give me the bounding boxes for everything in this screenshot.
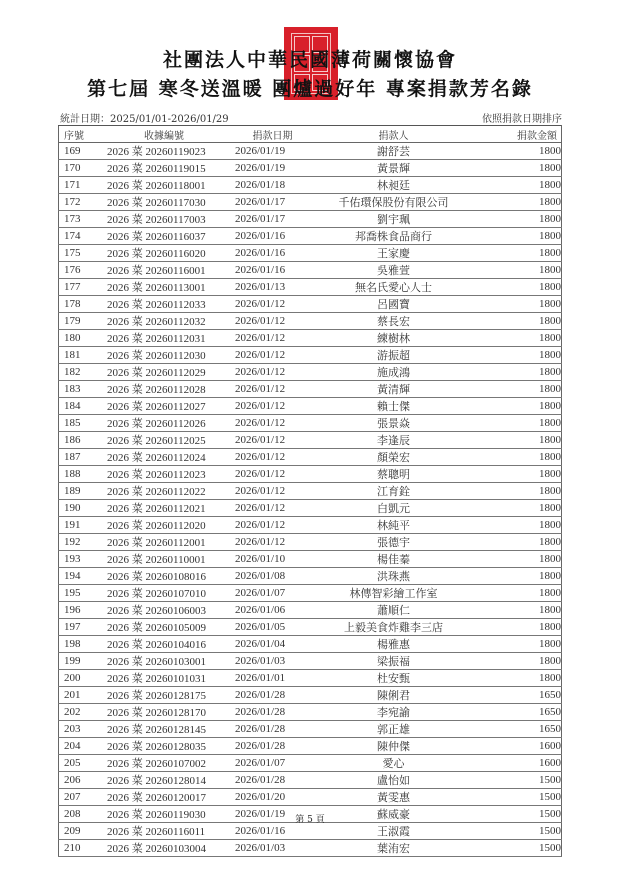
receipt-cell: 2026 菜 20260108016 [103,568,225,585]
seq-cell: 199 [59,653,104,670]
seq-cell: 198 [59,636,104,653]
receipt-cell: 2026 菜 20260112028 [103,381,225,398]
donor-cell: 楊佳蓁 [320,551,467,568]
date-cell: 2026/01/16 [225,245,320,262]
table-row [59,551,562,568]
donor-cell: 郭正雄 [320,721,467,738]
receipt-cell: 2026 菜 20260128170 [103,704,225,721]
col-amount: 捐款金額 [467,126,562,143]
seq-cell: 191 [59,517,104,534]
date-cell: 2026/01/12 [225,449,320,466]
table-row [59,415,562,432]
seq-cell: 177 [59,279,104,296]
date-cell: 2026/01/17 [225,211,320,228]
seq-cell: 193 [59,551,104,568]
receipt-cell: 2026 菜 20260101031 [103,670,225,687]
date-cell: 2026/01/07 [225,755,320,772]
table-row [59,398,562,415]
receipt-cell: 2026 菜 20260128175 [103,687,225,704]
receipt-cell: 2026 菜 20260112033 [103,296,225,313]
col-receipt: 收據編號 [103,126,225,143]
date-cell: 2026/01/06 [225,602,320,619]
donor-cell: 上毅美食炸雞李三店 [320,619,467,636]
amount-cell: 1500 [467,823,562,840]
date-cell: 2026/01/12 [225,466,320,483]
table-row [59,296,562,313]
date-cell: 2026/01/08 [225,568,320,585]
receipt-cell: 2026 菜 20260128035 [103,738,225,755]
date-cell: 2026/01/12 [225,500,320,517]
receipt-cell: 2026 菜 20260112026 [103,415,225,432]
amount-cell: 1800 [467,245,562,262]
table-row [59,534,562,551]
table-row [59,381,562,398]
receipt-cell: 2026 菜 20260118001 [103,177,225,194]
seq-cell: 184 [59,398,104,415]
date-cell: 2026/01/12 [225,483,320,500]
table-row [59,194,562,211]
donor-cell: 白凱元 [320,500,467,517]
receipt-cell: 2026 菜 20260105009 [103,619,225,636]
date-cell: 2026/01/12 [225,347,320,364]
donor-cell: 陳俐君 [320,687,467,704]
organization-title: 社團法人中華民國薄荷關懷協會 [162,49,457,71]
donor-cell: 游振超 [320,347,467,364]
amount-cell: 1800 [467,534,562,551]
amount-cell: 1800 [467,636,562,653]
seq-cell: 170 [59,160,104,177]
donor-cell: 蕭順仁 [320,602,467,619]
seq-cell: 209 [59,823,104,840]
amount-cell: 1800 [467,670,562,687]
seq-cell: 178 [59,296,104,313]
donor-cell: 林昶廷 [320,177,467,194]
seq-cell: 174 [59,228,104,245]
donor-cell: 王家慶 [320,245,467,262]
table-row [59,313,562,330]
receipt-cell: 2026 菜 20260112030 [103,347,225,364]
seq-cell: 171 [59,177,104,194]
donor-cell: 謝舒芸 [320,143,467,160]
col-seq: 序號 [59,126,104,143]
amount-cell: 1800 [467,211,562,228]
amount-cell: 1500 [467,840,562,857]
date-cell: 2026/01/16 [225,262,320,279]
date-cell: 2026/01/19 [225,806,320,823]
table-row [59,568,562,585]
seq-cell: 182 [59,364,104,381]
donor-cell: 練樹林 [320,330,467,347]
date-cell: 2026/01/12 [225,364,320,381]
amount-cell: 1800 [467,449,562,466]
date-cell: 2026/01/19 [225,143,320,160]
receipt-cell: 2026 菜 20260103004 [103,840,225,857]
donor-cell: 張德宇 [320,534,467,551]
col-donor: 捐款人 [320,126,467,143]
date-cell: 2026/01/16 [225,228,320,245]
table-row [59,517,562,534]
donor-cell: 江育銓 [320,483,467,500]
document-subtitle: 第七屆 寒冬送溫暖 團爐過好年 專案捐款芳名錄 [87,78,533,100]
table-header-row [59,126,562,143]
table-row [59,636,562,653]
donor-cell: 盧怡如 [320,772,467,789]
seq-cell: 180 [59,330,104,347]
date-cell: 2026/01/07 [225,585,320,602]
amount-cell: 1800 [467,585,562,602]
amount-cell: 1800 [467,568,562,585]
seq-cell: 169 [59,143,104,160]
donor-cell: 楊雅惠 [320,636,467,653]
seq-cell: 195 [59,585,104,602]
table-row [59,160,562,177]
seq-cell: 205 [59,755,104,772]
amount-cell: 1800 [467,347,562,364]
amount-cell: 1800 [467,262,562,279]
donor-cell: 愛心 [320,755,467,772]
seq-cell: 186 [59,432,104,449]
seq-cell: 210 [59,840,104,857]
amount-cell: 1650 [467,704,562,721]
donor-cell: 王淑霞 [320,823,467,840]
amount-cell: 1800 [467,483,562,500]
donor-cell: 賴士傑 [320,398,467,415]
donor-cell: 杜安甄 [320,670,467,687]
date-cell: 2026/01/12 [225,432,320,449]
page-number: 第 5 頁 [295,815,325,825]
date-cell: 2026/01/28 [225,772,320,789]
receipt-cell: 2026 菜 20260107002 [103,755,225,772]
donor-cell: 蔡長宏 [320,313,467,330]
amount-cell: 1500 [467,806,562,823]
table-row [59,364,562,381]
table-row [59,143,562,160]
seq-cell: 203 [59,721,104,738]
table-row [59,840,562,857]
receipt-cell: 2026 菜 20260116011 [103,823,225,840]
donor-cell: 洪珠燕 [320,568,467,585]
seq-cell: 176 [59,262,104,279]
date-cell: 2026/01/12 [225,415,320,432]
amount-cell: 1800 [467,364,562,381]
amount-cell: 1500 [467,789,562,806]
amount-cell: 1650 [467,721,562,738]
donor-cell: 無名氏愛心人士 [320,279,467,296]
receipt-cell: 2026 菜 20260116020 [103,245,225,262]
date-cell: 2026/01/03 [225,653,320,670]
receipt-cell: 2026 菜 20260112020 [103,517,225,534]
table-row [59,619,562,636]
amount-cell: 1800 [467,194,562,211]
date-cell: 2026/01/18 [225,177,320,194]
date-cell: 2026/01/16 [225,823,320,840]
seq-cell: 204 [59,738,104,755]
receipt-cell: 2026 菜 20260110001 [103,551,225,568]
amount-cell: 1800 [467,143,562,160]
receipt-cell: 2026 菜 20260116037 [103,228,225,245]
date-cell: 2026/01/05 [225,619,320,636]
receipt-cell: 2026 菜 20260128014 [103,772,225,789]
donor-cell: 張景焱 [320,415,467,432]
date-cell: 2026/01/28 [225,721,320,738]
table-row [59,262,562,279]
receipt-cell: 2026 菜 20260112001 [103,534,225,551]
receipt-cell: 2026 菜 20260116001 [103,262,225,279]
seq-cell: 179 [59,313,104,330]
receipt-cell: 2026 菜 20260112027 [103,398,225,415]
seq-cell: 185 [59,415,104,432]
date-cell: 2026/01/12 [225,313,320,330]
table-row [59,228,562,245]
table-row [59,704,562,721]
donor-cell: 林傳智彩繪工作室 [320,585,467,602]
receipt-cell: 2026 菜 20260113001 [103,279,225,296]
table-row [59,177,562,194]
table-row [59,687,562,704]
donor-cell: 李逢辰 [320,432,467,449]
donor-cell: 葉洧宏 [320,840,467,857]
receipt-cell: 2026 菜 20260112031 [103,330,225,347]
receipt-cell: 2026 菜 20260112021 [103,500,225,517]
table-row [59,279,562,296]
seq-cell: 202 [59,704,104,721]
date-cell: 2026/01/01 [225,670,320,687]
receipt-cell: 2026 菜 20260112023 [103,466,225,483]
receipt-cell: 2026 菜 20260112025 [103,432,225,449]
receipt-cell: 2026 菜 20260120017 [103,789,225,806]
seq-cell: 172 [59,194,104,211]
receipt-cell: 2026 菜 20260112032 [103,313,225,330]
col-date: 捐款日期 [225,126,320,143]
seq-cell: 207 [59,789,104,806]
seq-cell: 192 [59,534,104,551]
date-cell: 2026/01/12 [225,398,320,415]
seq-cell: 197 [59,619,104,636]
table-row [59,653,562,670]
date-cell: 2026/01/20 [225,789,320,806]
amount-cell: 1800 [467,602,562,619]
amount-cell: 1800 [467,619,562,636]
receipt-cell: 2026 菜 20260103001 [103,653,225,670]
amount-cell: 1800 [467,415,562,432]
table-row [59,585,562,602]
table-row [59,772,562,789]
table-row [59,347,562,364]
date-cell: 2026/01/12 [225,296,320,313]
receipt-cell: 2026 菜 20260112022 [103,483,225,500]
donor-cell: 陳仲傑 [320,738,467,755]
seq-cell: 173 [59,211,104,228]
table-row [59,211,562,228]
date-cell: 2026/01/28 [225,687,320,704]
amount-cell: 1500 [467,772,562,789]
amount-cell: 1800 [467,313,562,330]
donor-cell: 黃雯惠 [320,789,467,806]
receipt-cell: 2026 菜 20260106003 [103,602,225,619]
table-row [59,755,562,772]
seq-cell: 200 [59,670,104,687]
table-row [59,789,562,806]
date-cell: 2026/01/10 [225,551,320,568]
donor-cell: 黃景輝 [320,160,467,177]
donation-table [58,125,562,857]
donor-cell: 林純平 [320,517,467,534]
table-row [59,432,562,449]
amount-cell: 1800 [467,330,562,347]
receipt-cell: 2026 菜 20260117030 [103,194,225,211]
date-cell: 2026/01/17 [225,194,320,211]
donor-cell: 邦喬株食品商行 [320,228,467,245]
table-row [59,823,562,840]
receipt-cell: 2026 菜 20260112024 [103,449,225,466]
donor-cell: 千佑環保股份有限公司 [320,194,467,211]
donor-cell: 李宛諭 [320,704,467,721]
amount-cell: 1600 [467,738,562,755]
seq-cell: 175 [59,245,104,262]
seq-cell: 189 [59,483,104,500]
seq-cell: 181 [59,347,104,364]
receipt-cell: 2026 菜 20260128145 [103,721,225,738]
date-cell: 2026/01/19 [225,160,320,177]
donor-cell: 梁振福 [320,653,467,670]
amount-cell: 1800 [467,517,562,534]
amount-cell: 1800 [467,398,562,415]
date-cell: 2026/01/28 [225,738,320,755]
date-cell: 2026/01/12 [225,517,320,534]
receipt-cell: 2026 菜 20260119023 [103,143,225,160]
donor-cell: 呂國寶 [320,296,467,313]
receipt-cell: 2026 菜 20260104016 [103,636,225,653]
amount-cell: 1800 [467,500,562,517]
amount-cell: 1600 [467,755,562,772]
donor-cell: 劉宇珮 [320,211,467,228]
table-row [59,466,562,483]
amount-cell: 1800 [467,653,562,670]
seq-cell: 190 [59,500,104,517]
receipt-cell: 2026 菜 20260112029 [103,364,225,381]
table-row [59,721,562,738]
table-row [59,483,562,500]
donor-cell: 黃清輝 [320,381,467,398]
date-cell: 2026/01/04 [225,636,320,653]
receipt-cell: 2026 菜 20260107010 [103,585,225,602]
receipt-cell: 2026 菜 20260119030 [103,806,225,823]
date-cell: 2026/01/13 [225,279,320,296]
amount-cell: 1800 [467,432,562,449]
amount-cell: 1800 [467,296,562,313]
table-row [59,449,562,466]
receipt-cell: 2026 菜 20260119015 [103,160,225,177]
seq-cell: 194 [59,568,104,585]
stat-period: 統計日期：2025/01/01-2026/01/29 [60,114,229,125]
donor-cell: 蔡聰明 [320,466,467,483]
seq-cell: 187 [59,449,104,466]
seq-cell: 206 [59,772,104,789]
amount-cell: 1650 [467,687,562,704]
donor-cell: 吳雅萱 [320,262,467,279]
seq-cell: 208 [59,806,104,823]
receipt-cell: 2026 菜 20260117003 [103,211,225,228]
date-cell: 2026/01/12 [225,534,320,551]
amount-cell: 1800 [467,228,562,245]
table-row [59,602,562,619]
seq-cell: 201 [59,687,104,704]
date-cell: 2026/01/12 [225,381,320,398]
amount-cell: 1800 [467,160,562,177]
amount-cell: 1800 [467,551,562,568]
donor-cell: 顏榮宏 [320,449,467,466]
seq-cell: 196 [59,602,104,619]
donor-cell: 蘇威豪 [320,806,467,823]
sort-note: 依照捐款日期排序 [482,114,562,125]
table-row [59,670,562,687]
table-row [59,245,562,262]
donor-cell: 施成鴻 [320,364,467,381]
seq-cell: 188 [59,466,104,483]
amount-cell: 1800 [467,177,562,194]
amount-cell: 1800 [467,381,562,398]
table-row [59,500,562,517]
table-row [59,330,562,347]
date-cell: 2026/01/28 [225,704,320,721]
amount-cell: 1800 [467,466,562,483]
seq-cell: 183 [59,381,104,398]
date-cell: 2026/01/03 [225,840,320,857]
date-cell: 2026/01/12 [225,330,320,347]
table-row [59,738,562,755]
amount-cell: 1800 [467,279,562,296]
